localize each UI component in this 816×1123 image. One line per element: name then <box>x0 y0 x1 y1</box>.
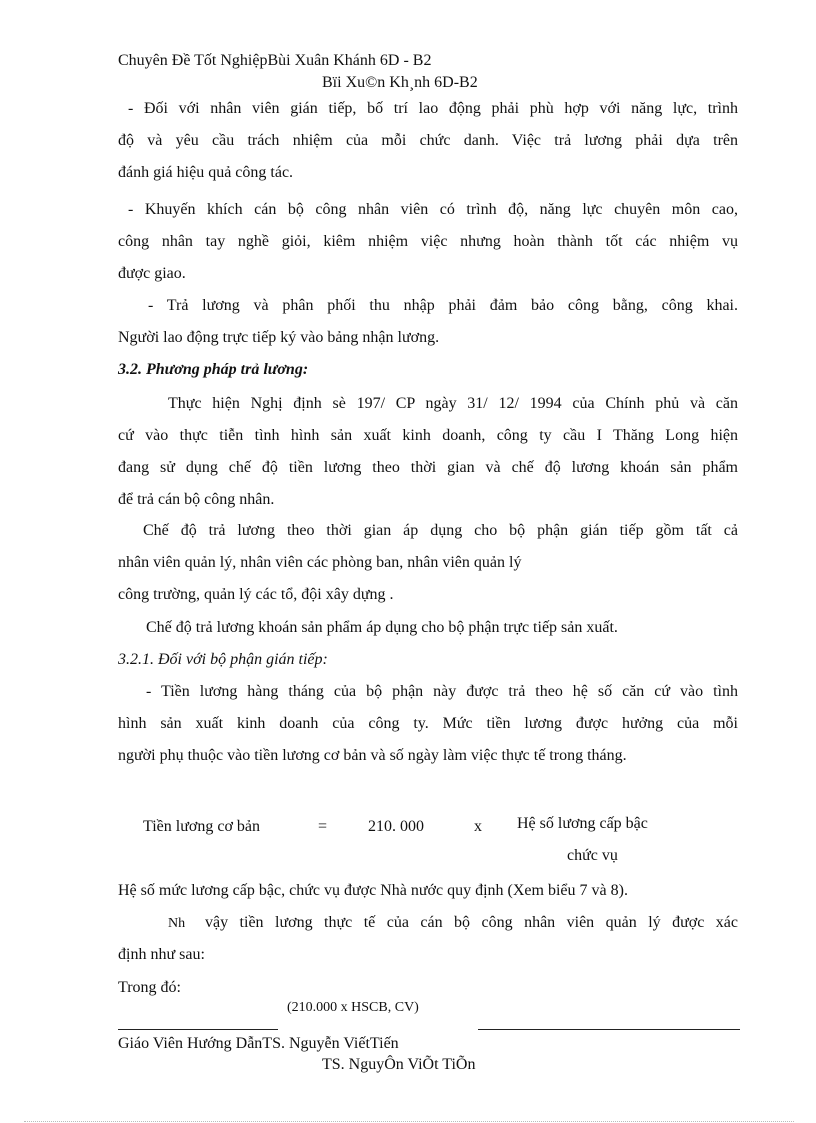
paragraph-line: Hệ số mức lương cấp bậc, chức vụ được Nhà nước quy định (Xem biểu 7 và 8). <box>118 882 628 899</box>
section-heading: 3.2. Phương pháp trả lương: <box>118 361 309 378</box>
paragraph-line: đánh giá hiệu quả công tác. <box>118 164 294 181</box>
paragraph-line: - Khuyến khích cán bộ công nhân viên có trình độ, năng lực chuyên môn cao, <box>128 201 738 218</box>
trong-do-label: Trong đó: <box>118 979 181 996</box>
formula-number: 210. 000 <box>368 818 424 835</box>
footer-advisor-encoded: TS. NguyÔn ViÕt TiÕn <box>322 1056 476 1073</box>
paragraph-line: độ và yêu cầu trách nhiệm của mỗi chức danh. Việc trả lương phải dựa trên <box>118 132 738 149</box>
footer-advisor: Giáo Viên Hướng DẫnTS. Nguyễn ViếtTiến <box>118 1035 399 1052</box>
formula-right-line1: Hệ số lương cấp bậc <box>517 815 648 832</box>
paragraph-line: Chế độ trả lương khoán sản phẩm áp dụng cho bộ phận trực tiếp sản xuất. <box>146 619 618 636</box>
fraction-line-left <box>118 1029 278 1030</box>
paragraph-line: định như sau: <box>118 946 205 963</box>
paragraph-line: - Trả lương và phân phối thu nhập phải đảm bảo công bằng, công khai. <box>148 297 738 314</box>
paragraph-line: - Tiền lương hàng tháng của bộ phận này được trả theo hệ số căn cứ vào tình <box>146 683 738 700</box>
paragraph-line: để trả cán bộ công nhân. <box>118 491 275 508</box>
paragraph-line: công nhân tay nghề giỏi, kiêm nhiệm việc nhưng hoàn thành tốt các nhiệm vụ <box>118 233 738 250</box>
header-title: Chuyên Đề Tốt NghiệpBùi Xuân Khánh 6D - B2 <box>118 52 432 69</box>
formula-multiply: x <box>474 818 482 835</box>
header-subtitle: Bïi Xu©n Kh¸nh 6D-B2 <box>322 74 478 91</box>
formula-left: Tiền lương cơ bản <box>143 818 260 835</box>
paragraph-line: - Đối với nhân viên gián tiếp, bố trí lao động phải phù hợp với năng lực, trình <box>128 100 738 117</box>
formula-right-line2: chức vụ <box>567 847 618 864</box>
paragraph-line: đang sử dụng chế độ tiền lương theo thời gian và chế độ lương khoán sản phẩm <box>118 459 738 476</box>
fraction-line-right <box>478 1029 740 1030</box>
subsection-heading: 3.2.1. Đối với bộ phận gián tiếp: <box>118 651 328 668</box>
paragraph-fragment: Nh <box>168 916 186 931</box>
paragraph-line: Thực hiện Nghị định sè 197/ CP ngày 31/ 12/ 1994 của Chính phủ và căn <box>168 395 738 412</box>
paragraph-line: Chế độ trả lương theo thời gian áp dụng cho bộ phận gián tiếp gồm tất cả <box>143 522 738 539</box>
formula-equals: = <box>318 818 328 835</box>
paragraph-line: Người lao động trực tiếp ký vào bảng nhận lương. <box>118 329 440 346</box>
paragraph-line: được giao. <box>118 265 186 282</box>
paragraph-line: vậy tiền lương thực tế của cán bộ công nhân viên quản lý được xác <box>205 914 738 931</box>
fraction-numerator: (210.000 x HSCB, CV) <box>287 1000 419 1015</box>
paragraph-line: hình sản xuất kinh doanh của công ty. Mức tiền lương được hưởng của mỗi <box>118 715 738 732</box>
paragraph-line: người phụ thuộc vào tiền lương cơ bản và số ngày làm việc thực tế trong tháng. <box>118 747 627 764</box>
paragraph-line: nhân viên quản lý, nhân viên các phòng ban, nhân viên quản lý <box>118 554 522 571</box>
paragraph-line: cứ vào thực tiễn tình hình sản xuất kinh doanh, công ty cầu I Thăng Long hiện <box>118 427 738 444</box>
paragraph-line: công trường, quản lý các tổ, đội xây dựng . <box>118 586 394 603</box>
page-bottom-divider <box>24 1121 794 1122</box>
